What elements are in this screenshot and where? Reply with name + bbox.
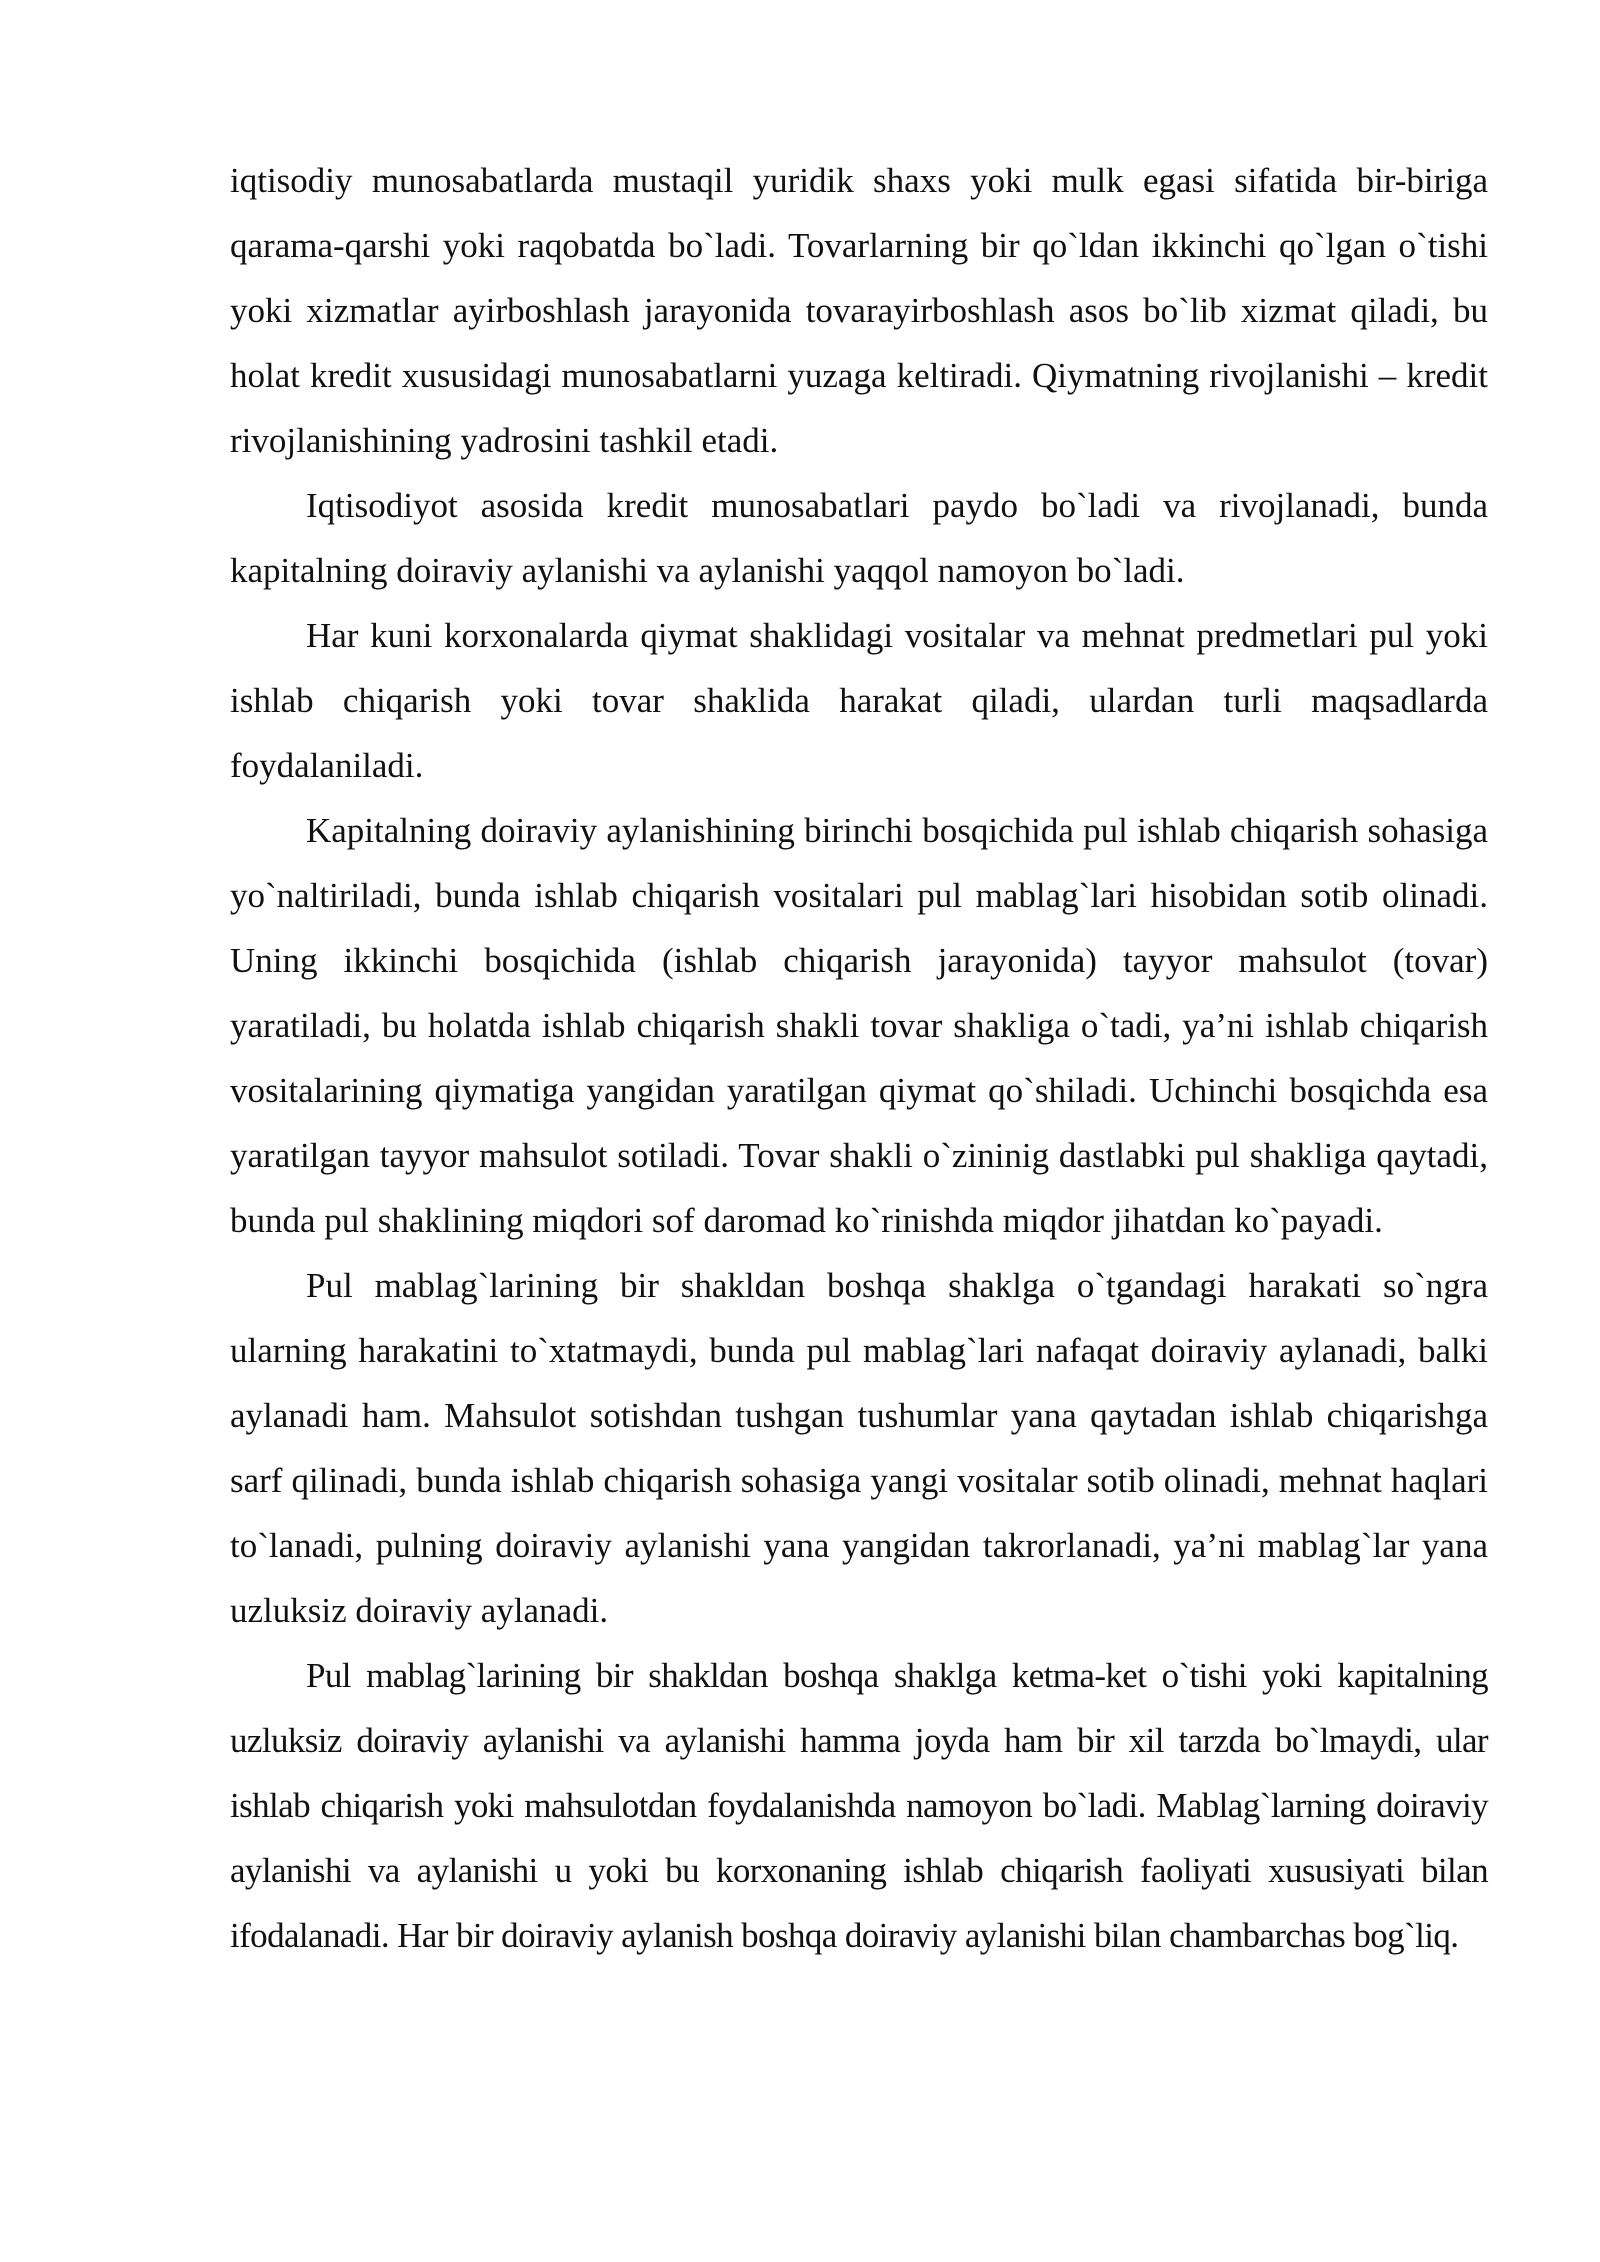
paragraph-capital-circulation-stages: Kapitalning doiraviy aylanishining birinchi bosqichida pul ishlab chiqarish sohasiga yo`naltiriladi, bunda ishlab chiqarish vositalari pul mablag`lari hisobidan sotib olinadi. Uning ikkinchi bosqichida (ishlab chiqarish jarayonida) tayyor mahsulot (tovar) yaratiladi, bu holatda ishlab chiqarish shakli tovar shakliga o`tadi, ya’ni ishlab chiqarish vositalarining qiymatiga yangidan yaratilgan qiymat qo`shiladi. Uchinchi bosqichda esa yaratilgan tayyor mahsulot sotiladi. Tovar shakli o`zininig dastlabki pul shakliga qaytadi, bunda pul shaklining miqdori sof daromad ko`rinishda miqdor jihatdan ko`payadi. bbox=[230, 811, 1488, 1240]
paragraph-continued: iqtisodiy munosabatlarda mustaqil yuridik shaxs yoki mulk egasi sifatida bir-biriga qarama-qarshi yoki raqobatda bo`ladi. Tovarlarning bir qo`ldan ikkinchi qo`lgan o`tishi yoki xizmatlar ayirboshlash jarayonida tovarayirboshlash asos bo`lib xizmat qiladi, bu holat kredit xususidagi munosabatlarni yuzaga keltiradi. Qiymatning rivojlanishi – kredit rivojlanishining yadrosini tashkil etadi. bbox=[230, 161, 1488, 460]
paragraph-funds-movement: Pul mablag`larining bir shakldan boshqa shaklga o`tgandagi harakati so`ngra ularning harakatini to`xtatmaydi, bunda pul mablag`lari nafaqat doiraviy aylanadi, balki aylanadi ham. Mahsulot sotishdan tushgan tushumlar yana qaytadan ishlab chiqarishga sarf qilinadi, bunda ishlab chiqarish sohasiga yangi vositalar sotib olinadi, mehnat haqlari to`lanadi, pulning doiraviy aylanishi yana yangidan takrorlanadi, ya’ni mablag`lar yana uzluksiz doiraviy aylanadi. bbox=[230, 1266, 1488, 1630]
paragraph-enterprise-assets: Har kuni korxonalarda qiymat shaklidagi vositalar va mehnat predmetlari pul yoki ishlab chiqarish yoki tovar shaklida harakat qiladi, ulardan turli maqsadlarda foydalaniladi. bbox=[230, 616, 1488, 785]
paragraph-credit-relations: Iqtisodiyot asosida kredit munosabatlari paydo bo`ladi va rivojlanadi, bunda kapitalning doiraviy aylanishi va aylanishi yaqqol namoyon bo`ladi. bbox=[230, 486, 1488, 590]
paragraph-continuous-circulation: Pul mablag`larining bir shakldan boshqa shaklga ketma-ket o`tishi yoki kapitalning uzluksiz doiraviy aylanishi va aylanishi hamma joyda ham bir xil tarzda bo`lmaydi, ular ishlab chiqarish yoki mahsulotdan foydalanishda namoyon bo`ladi. Mablag`larning doiraviy aylanishi va aylanishi u yoki bu korxonaning ishlab chiqarish faoliyati xususiyati bilan ifodalanadi. Har bir doiraviy aylanish boshqa doiraviy aylanishi bilan chambarchas bog`liq. bbox=[230, 1656, 1488, 1955]
document-page bbox=[230, 148, 1488, 1968]
